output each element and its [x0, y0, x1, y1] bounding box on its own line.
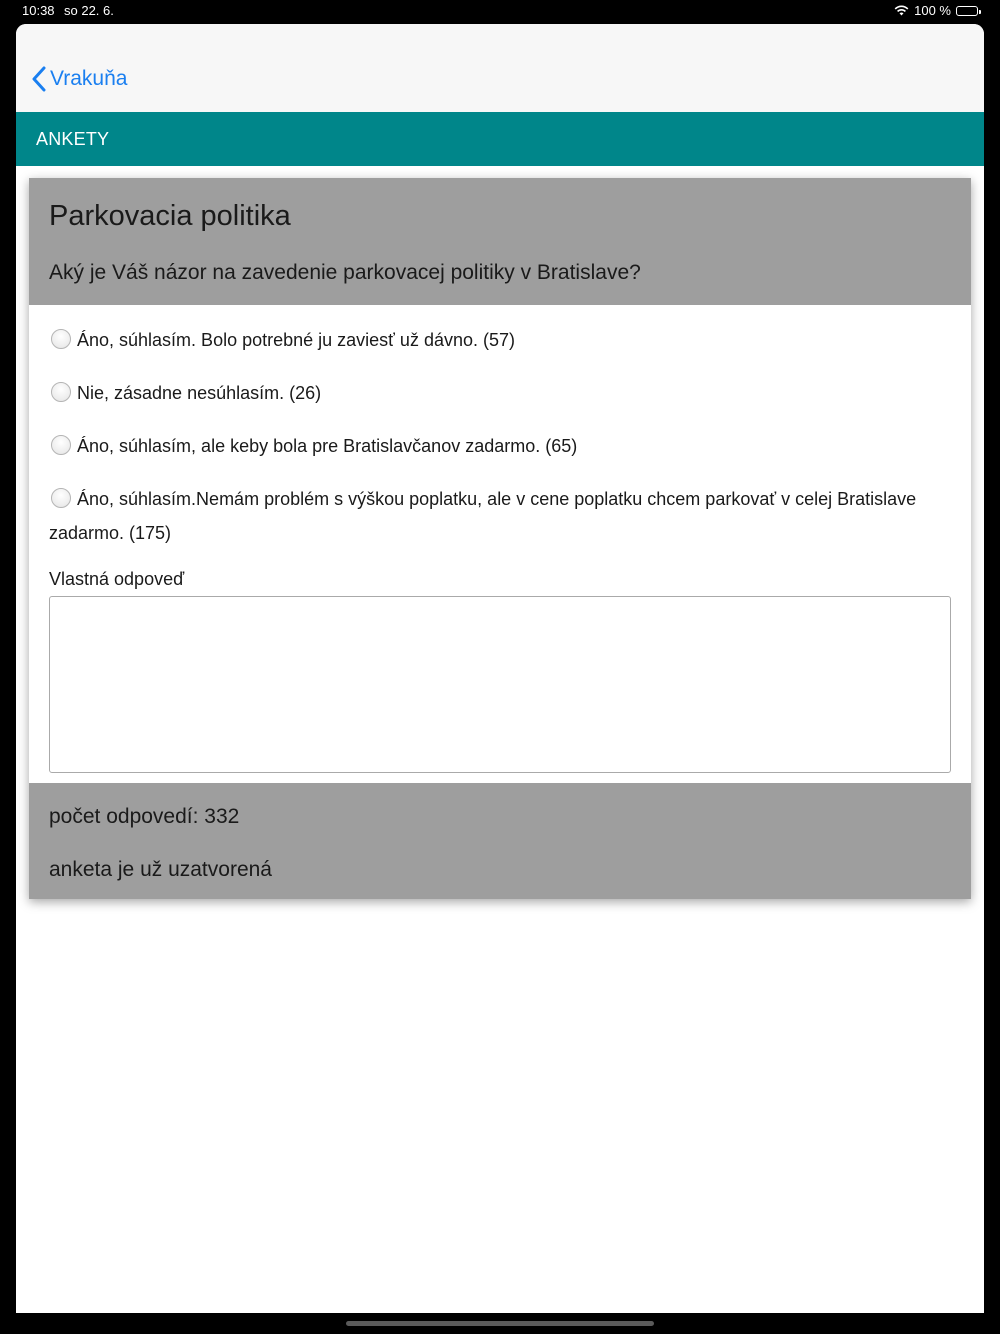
- response-count: počet odpovedí: 332: [49, 805, 240, 828]
- radio-button[interactable]: [51, 435, 71, 455]
- back-button-label: Vrakuňa: [50, 67, 128, 90]
- radio-button[interactable]: [51, 329, 71, 349]
- app-sheet: [16, 24, 984, 1313]
- status-right: [894, 3, 978, 18]
- wifi-icon: [894, 5, 909, 16]
- back-button[interactable]: [32, 66, 127, 92]
- poll-option[interactable]: [49, 323, 951, 357]
- poll-option-label: Áno, súhlasím. Bolo potrebné ju zaviesť už dávno. (57): [77, 330, 515, 350]
- status-time: 10:38: [22, 3, 55, 18]
- poll-header: [29, 178, 971, 305]
- radio-button[interactable]: [51, 382, 71, 402]
- radio-button[interactable]: [51, 488, 71, 508]
- home-indicator[interactable]: [346, 1321, 654, 1326]
- poll-footer: [29, 783, 971, 899]
- poll-option-label: Áno, súhlasím.Nemám problém s výškou poplatku, ale v cene poplatku chcem parkovať v celej Bratislave zadarmo. (175): [49, 489, 917, 543]
- poll-question: Aký je Váš názor na zavedenie parkovacej politiky v Bratislave?: [49, 261, 641, 284]
- poll-option[interactable]: [49, 429, 951, 463]
- battery-icon: [956, 6, 978, 16]
- status-date: so 22. 6.: [64, 3, 114, 18]
- status-bar: [0, 0, 1000, 22]
- poll-body: [29, 305, 971, 783]
- poll-option-label: Nie, zásadne nesúhlasím. (26): [77, 383, 322, 403]
- poll-card: [29, 178, 971, 899]
- poll-title: Parkovacia politika: [49, 200, 291, 232]
- poll-closed-notice: anketa je už uzatvorená: [49, 858, 272, 881]
- custom-answer-label: Vlastná odpoveď: [49, 569, 185, 589]
- poll-option-label: Áno, súhlasím, ale keby bola pre Bratislavčanov zadarmo. (65): [77, 436, 578, 456]
- navigation-bar: [16, 24, 984, 112]
- poll-option[interactable]: [49, 376, 951, 410]
- custom-answer-field[interactable]: [49, 596, 951, 773]
- poll-option[interactable]: [49, 482, 951, 550]
- chevron-left-icon: [32, 66, 46, 92]
- section-header: ANKETY: [16, 112, 984, 166]
- battery-percent: 100 %: [914, 3, 951, 18]
